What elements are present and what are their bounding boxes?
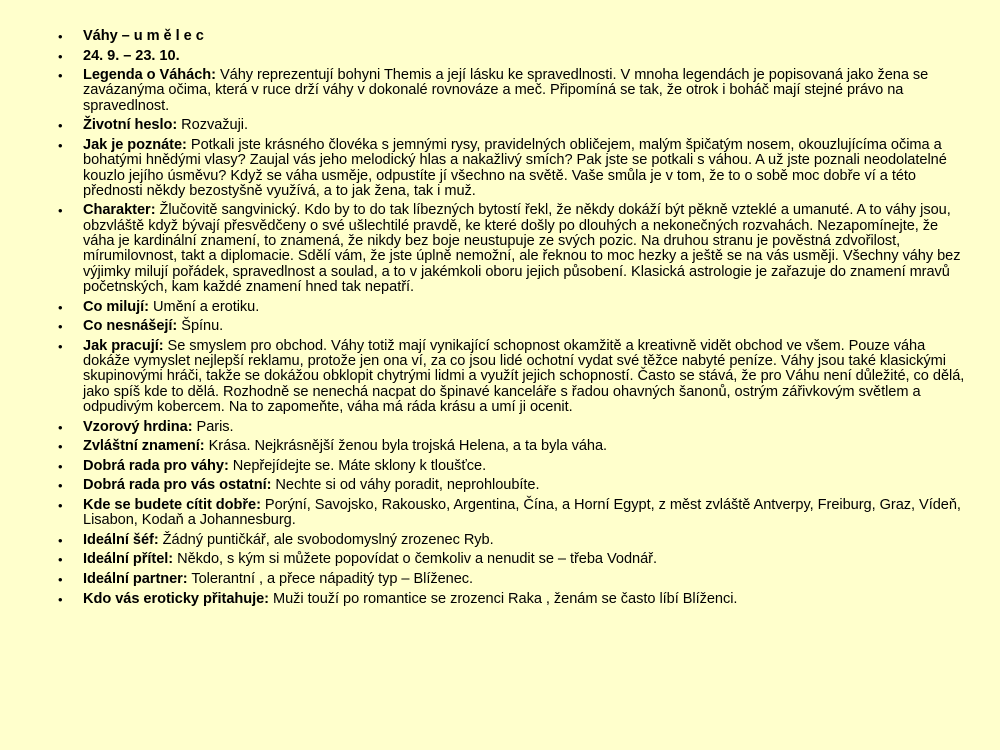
item-text: Tolerantní , a přece nápaditý typ – Blíženec. xyxy=(187,570,474,587)
item-label: Ideální přítel: xyxy=(83,551,174,568)
item-text: Porýní, Savojsko, Rakousko, Argentina, Čína, a Horní Egypt, z měst zvláště Antverpy, Freiburg, Graz, Vídeň, Lisabon, Kodaň a Johannesburg. xyxy=(83,496,961,529)
item-text: Žlučovitě sangvinický. Kdo by to do tak líbezných bytostí řekl, že někdy dokáží být pěkně vzteklé a umanuté. A to váhy jsou, obzvláště když bývají přesvědčeny o své ušlechtilé pravdě, ke které došly po dlouhých a nekonečných rozvahách. Nezapomínejte, že váha je kardinální znamení, to znamená, že nikdy bez boje neustupuje ze svých pozic. Na druhou stranu je pověstná zdvořilost, mírumilovnost, takt a diplomacie. Sdělí vám, že jste úplně nemožní, ale řeknou to moc hezky a ještě se na vás usměji. Všechny váhy bez výjimky milují pořádek, spravedlnost a soulad, a to v jakémkoli oboru jejich působení. Klasická astrologie je zařazuje do znamení mravů početnských, kam každé znamení hned tak nepatří. xyxy=(83,202,961,295)
bullet-icon: • xyxy=(58,203,63,219)
item-label: Vzorový hrdina: xyxy=(83,418,193,435)
list-item xyxy=(58,420,970,435)
list-item xyxy=(58,439,970,454)
bullet-icon: • xyxy=(58,68,63,84)
item-text: Nechte si od váhy poradit, neprohloubíte. xyxy=(271,477,540,494)
bullet-icon: • xyxy=(58,137,63,153)
item-text: Paris. xyxy=(192,418,234,435)
list-item xyxy=(58,459,970,474)
item-label: Charakter: xyxy=(83,202,156,219)
list-item xyxy=(58,339,970,415)
list-item xyxy=(58,203,970,295)
bullet-icon: • xyxy=(58,439,63,455)
item-text: Nepřejídejte se. Máte sklony k tloušťce. xyxy=(228,457,487,474)
bullet-icon: • xyxy=(58,478,63,494)
item-text: Žádný puntičkář, ale svobodomyslný zrozenec Ryb. xyxy=(158,531,494,548)
list-item xyxy=(58,592,970,607)
list-item xyxy=(58,478,970,493)
item-text: Umění a erotiku. xyxy=(148,298,260,315)
item-label: Kdo vás eroticky přitahuje: xyxy=(83,590,269,607)
list-item xyxy=(58,533,970,548)
list-item xyxy=(58,498,970,529)
item-text: Rozvažuji. xyxy=(177,117,248,134)
list-item xyxy=(58,49,970,64)
item-label: Životní heslo: xyxy=(83,117,178,134)
list-item xyxy=(58,319,970,334)
list-item xyxy=(58,118,970,133)
item-label: Dobrá rada pro váhy: xyxy=(83,457,229,474)
bullet-icon: • xyxy=(58,319,63,335)
item-label: Dobrá rada pro vás ostatní: xyxy=(83,477,272,494)
item-text: Potkali jste krásného človéka s jemnými rysy, pravidelných obličejem, malým špičatým nosem, okouzlujícíma očima a bohatými hnědými vlasy? Zaujal vás jeho melodický hlas a nakažlivý smích? Pak jste se potkali s váhou. A už jste poznali neodolatelné kouzlo jejího úsměvu? Když se váha usměje, odpustíte jí všechno na světě. Vaše smůla je v tom, že to o sobě moc dobře ví a této přednosti někdy bezostyšně využívá, a to jak žena, tak i muž. xyxy=(83,136,947,199)
item-label: Ideální partner: xyxy=(83,570,188,587)
item-label: Váhy – u m ě l e c xyxy=(83,28,204,44)
bullet-icon: • xyxy=(58,299,63,315)
item-label: Jak pracují: xyxy=(83,337,164,354)
bullet-icon: • xyxy=(58,29,63,44)
item-label: Co milují: xyxy=(83,298,149,315)
bullet-icon: • xyxy=(58,571,63,587)
list-item xyxy=(58,138,970,199)
bullet-icon: • xyxy=(58,458,63,474)
item-label: Kde se budete cítit dobře: xyxy=(83,496,261,513)
list-item xyxy=(58,572,970,587)
list-item xyxy=(58,68,970,114)
item-text: Někdo, s kým si můžete popovídat o čemkoliv a nenudit se – třeba Vodnář. xyxy=(173,551,657,568)
item-label: Zvláštní znamení: xyxy=(83,438,205,455)
bullet-icon: • xyxy=(58,591,63,607)
list-item xyxy=(58,552,970,567)
bullet-icon: • xyxy=(58,48,63,64)
item-text: Muži touží po romantice se zrozenci Raka , ženám se často líbí Blíženci. xyxy=(269,590,738,607)
item-label: 24. 9. – 23. 10. xyxy=(83,47,180,64)
item-text: Se smyslem pro obchod. Váhy totiž mají vynikající schopnost okamžitě a kreativně vidět obchod ve všem. Pouze váha dokáže vymyslet nejlepší reklamu, protože jen ona ví, za co jsou lidé ochotní vydat své těžce nabyté peníze. Váhy jsou také klasickými skupinovými hráči, takže se dokážou obklopit chytrými lidmi a využít jejich schopností. Často se stává, že pro Váhu není důležité, co dělá, jako spíš kde to dělá. Rozhodně se nenechá nacpat do špinavé kanceláře s řadou ohavných šanonů, ostrým zářivkovým světlem a odpudivým kobercem. Na to zapomeňte, váha má ráda krásu a umí ji ocenit. xyxy=(83,337,965,415)
item-text: Váhy reprezentují bohyni Themis a její lásku ke spravedlnosti. V mnoha legendách je popisovaná jako žena se zavázanýma očima, která v ruce drží váhy v dokonalé rovnováze a meč. Připomíná se tak, že otrok i boháč mají stejné právo na spravedlnost. xyxy=(83,67,929,114)
item-label: Jak je poznáte: xyxy=(83,136,187,153)
bullet-icon: • xyxy=(58,419,63,435)
bullet-icon: • xyxy=(58,532,63,548)
item-label: Legenda o Váhách: xyxy=(83,67,216,84)
list-item xyxy=(58,29,970,44)
item-label: Ideální šéf: xyxy=(83,531,159,548)
bullet-icon: • xyxy=(58,497,63,513)
list-item xyxy=(58,300,970,315)
bullet-icon: • xyxy=(58,118,63,134)
bullet-icon: • xyxy=(58,338,63,354)
item-label: Co nesnášejí: xyxy=(83,318,178,335)
bullet-icon: • xyxy=(58,552,63,568)
item-text: Krása. Nejkrásnější ženou byla trojská Helena, a ta byla váha. xyxy=(204,438,608,455)
bullet-list xyxy=(58,29,970,607)
item-text: Špínu. xyxy=(177,318,224,335)
